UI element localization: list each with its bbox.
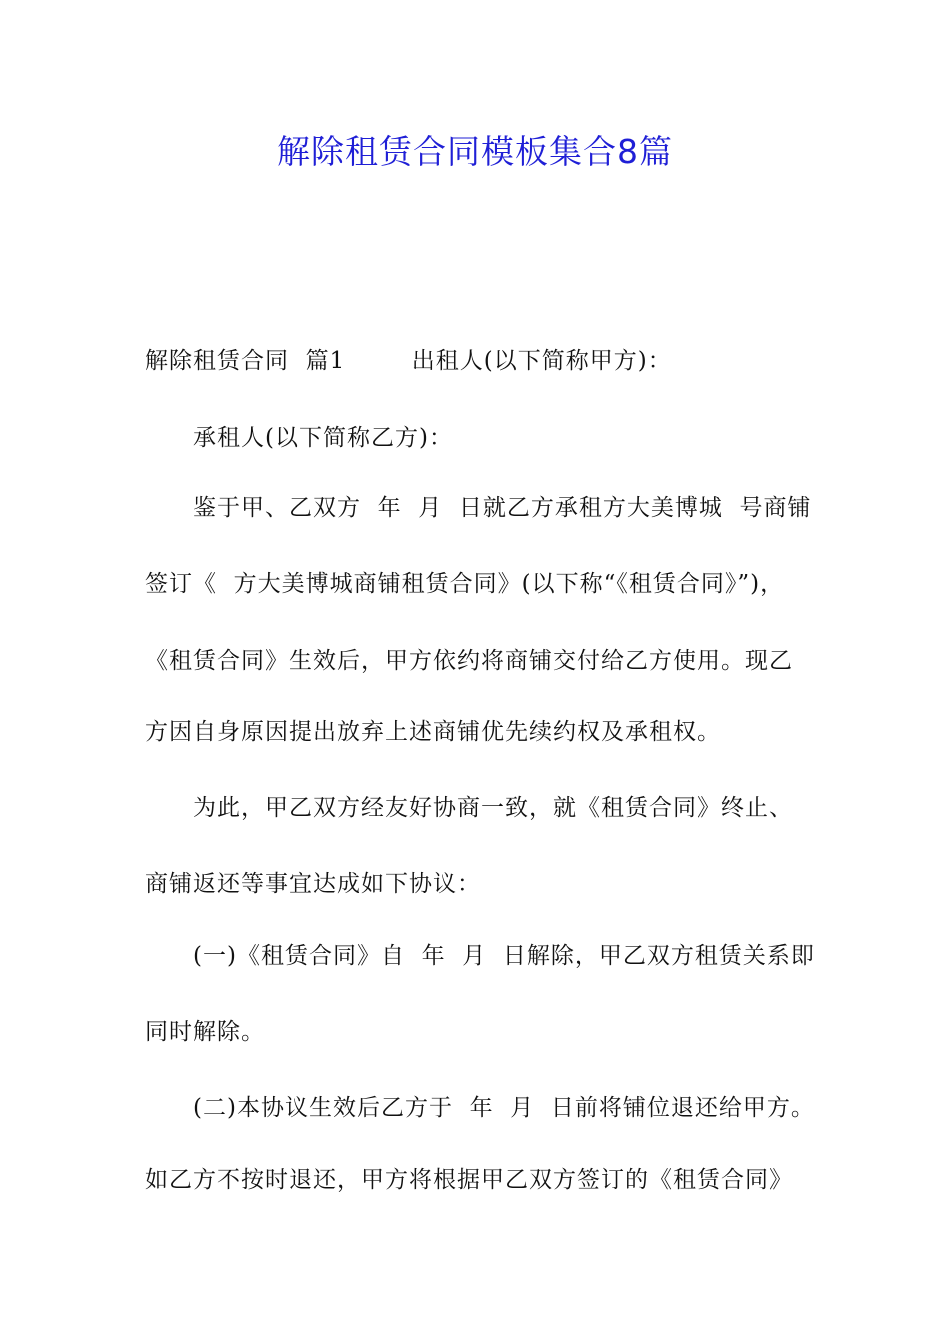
paragraph-line: (二)本协议生效后乙方于 年 月 日前将铺位退还给甲方。 — [193, 1095, 815, 1121]
paragraph-line: (一)《租赁合同》自 年 月 日解除，甲乙双方租赁关系即 — [193, 943, 815, 969]
paragraph-line: 如乙方不按时退还，甲方将根据甲乙双方签订的《租赁合同》 — [145, 1167, 793, 1193]
paragraph-line: 承租人(以下简称乙方)： — [193, 425, 453, 451]
document-title: 解除租赁合同模板集合8篇 — [277, 132, 673, 171]
paragraph-line: 解除租赁合同 篇1 出租人(以下简称甲方)： — [145, 348, 672, 374]
paragraph-line: 为此，甲乙双方经友好协商一致，就《租赁合同》终止、 — [193, 795, 793, 821]
paragraph-line: 方因自身原因提出放弃上述商铺优先续约权及承租权。 — [145, 719, 721, 745]
paragraph-line: 同时解除。 — [145, 1019, 265, 1045]
paragraph-line: 签订《 方大美博城商铺租赁合同》(以下称“《租赁合同》”)， — [145, 571, 785, 597]
paragraph-line: 鉴于甲、乙双方 年 月 日就乙方承租方大美博城 号商铺 — [193, 495, 812, 521]
paragraph-line: 商铺返还等事宜达成如下协议： — [145, 871, 481, 897]
paragraph-line: 《租赁合同》生效后，甲方依约将商铺交付给乙方使用。现乙 — [145, 648, 793, 674]
